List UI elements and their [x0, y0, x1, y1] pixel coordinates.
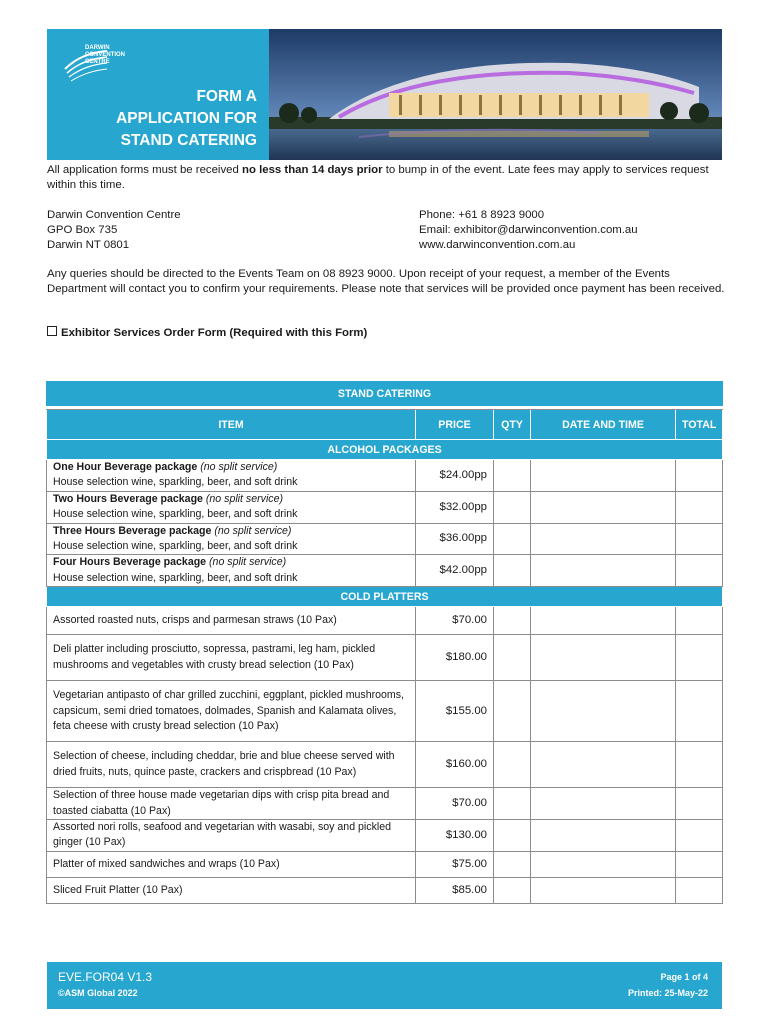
price-cell: $155.00	[416, 681, 494, 742]
date-time-cell[interactable]	[531, 742, 676, 788]
total-cell[interactable]	[676, 788, 723, 820]
total-cell[interactable]	[676, 820, 723, 852]
price-cell: $36.00pp	[416, 523, 494, 555]
total-cell[interactable]	[676, 491, 723, 523]
contact-details: Phone: +61 8 8923 9000 Email: exhibitor@darwinconvention.com.au www.darwinconvention.com.au	[419, 209, 638, 251]
total-cell[interactable]	[676, 851, 723, 877]
date-time-cell[interactable]	[531, 523, 676, 555]
brand-panel	[47, 29, 269, 160]
date-time-cell[interactable]	[531, 555, 676, 587]
page-number: Page 1 of 4	[660, 972, 708, 982]
footer-bar	[47, 962, 722, 1009]
column-header-row	[47, 410, 723, 440]
qty-cell[interactable]	[494, 681, 531, 742]
total-cell[interactable]	[676, 523, 723, 555]
table-row	[47, 851, 723, 877]
col-qty: QTY	[494, 410, 531, 440]
item-cell: Two Hours Beverage package (no split service) House selection wine, sparkling, beer, and soft drink	[47, 491, 416, 523]
printed-date: Printed: 25-May-22	[627, 988, 708, 998]
col-price: PRICE	[416, 410, 494, 440]
qty-cell[interactable]	[494, 851, 531, 877]
date-time-cell[interactable]	[531, 877, 676, 903]
date-time-cell[interactable]	[531, 460, 676, 492]
section-row-cold-platters	[47, 587, 723, 607]
checkbox[interactable]	[47, 326, 57, 336]
table-row	[47, 681, 723, 742]
intro-paragraph: All application forms must be received no less than 14 days prior to bump in of the event. Late fees may apply to services request within this time.	[47, 164, 709, 191]
total-cell[interactable]	[676, 877, 723, 903]
qty-cell[interactable]	[494, 820, 531, 852]
table-row	[47, 742, 723, 788]
price-cell: $70.00	[416, 607, 494, 635]
total-cell[interactable]	[676, 635, 723, 681]
section-heading: ALCOHOL PACKAGES	[47, 440, 723, 460]
header-banner	[47, 29, 722, 160]
item-cell: Four Hours Beverage package (no split service) House selection wine, sparkling, beer, and soft drink	[47, 555, 416, 587]
price-cell: $160.00	[416, 742, 494, 788]
table-row	[47, 491, 723, 523]
item-cell: Assorted nori rolls, seafood and vegetarian with wasabi, soy and pickled ginger (10 Pax)	[47, 820, 416, 852]
exhibitor-order-form-checkbox-line[interactable]	[47, 326, 367, 339]
total-cell[interactable]	[676, 742, 723, 788]
price-cell: $32.00pp	[416, 491, 494, 523]
price-cell: $75.00	[416, 851, 494, 877]
table-row	[47, 523, 723, 555]
total-cell[interactable]	[676, 460, 723, 492]
item-cell: Sliced Fruit Platter (10 Pax)	[47, 877, 416, 903]
table-title-row	[47, 382, 723, 406]
col-total: TOTAL	[676, 410, 723, 440]
total-cell[interactable]	[676, 681, 723, 742]
qty-cell[interactable]	[494, 491, 531, 523]
price-cell: $24.00pp	[416, 460, 494, 492]
item-cell: Deli platter including prosciutto, sopressa, pastrami, leg ham, pickled mushrooms and vegetables with crusty bread selection (10 Pax)	[47, 635, 416, 681]
qty-cell[interactable]	[494, 635, 531, 681]
qty-cell[interactable]	[494, 607, 531, 635]
queries-paragraph: Any queries should be directed to the Events Team on 08 8923 9000. Upon receipt of your request, a member of the Events Department will contact you to confirm your requirements. Please note that services will be provided once payment has been received.	[47, 268, 725, 295]
qty-cell[interactable]	[494, 877, 531, 903]
total-cell[interactable]	[676, 607, 723, 635]
table-row	[47, 460, 723, 492]
qty-cell[interactable]	[494, 788, 531, 820]
qty-cell[interactable]	[494, 555, 531, 587]
table-row	[47, 555, 723, 587]
qty-cell[interactable]	[494, 523, 531, 555]
price-cell: $70.00	[416, 788, 494, 820]
item-cell: Selection of cheese, including cheddar, brie and blue cheese served with dried fruits, nuts, quince paste, crackers and crispbread (10 Pax)	[47, 742, 416, 788]
section-row-alcohol	[47, 440, 723, 460]
table-row	[47, 788, 723, 820]
item-cell: Three Hours Beverage package (no split service) House selection wine, sparkling, beer, and soft drink	[47, 523, 416, 555]
item-cell: One Hour Beverage package (no split service) House selection wine, sparkling, beer, and soft drink	[47, 460, 416, 492]
stand-catering-table	[46, 381, 723, 904]
total-cell[interactable]	[676, 555, 723, 587]
table-row	[47, 635, 723, 681]
item-cell: Selection of three house made vegetarian dips with crisp pita bread and toasted ciabatta (10 Pax)	[47, 788, 416, 820]
col-item: ITEM	[47, 410, 416, 440]
date-time-cell[interactable]	[531, 681, 676, 742]
item-cell: Assorted roasted nuts, crisps and parmesan straws (10 Pax)	[47, 607, 416, 635]
qty-cell[interactable]	[494, 742, 531, 788]
convention-centre-photo	[269, 29, 722, 160]
date-time-cell[interactable]	[531, 635, 676, 681]
price-cell: $42.00pp	[416, 555, 494, 587]
table-row	[47, 820, 723, 852]
price-cell: $130.00	[416, 820, 494, 852]
section-heading: COLD PLATTERS	[47, 587, 723, 607]
copyright: ©ASM Global 2022	[58, 988, 138, 998]
item-cell: Platter of mixed sandwiches and wraps (10 Pax)	[47, 851, 416, 877]
price-cell: $85.00	[416, 877, 494, 903]
date-time-cell[interactable]	[531, 788, 676, 820]
table-row	[47, 877, 723, 903]
col-date-time: DATE AND TIME	[531, 410, 676, 440]
form-title: FORM A APPLICATION FOR STAND CATERING	[116, 88, 257, 149]
table-row	[47, 607, 723, 635]
logo-text: DARWIN CONVENTION CENTRE	[85, 45, 126, 65]
table-title: STAND CATERING	[47, 382, 723, 406]
date-time-cell[interactable]	[531, 491, 676, 523]
convention-centre-illustration	[269, 29, 722, 160]
date-time-cell[interactable]	[531, 820, 676, 852]
qty-cell[interactable]	[494, 460, 531, 492]
form-code: EVE.FOR04 V1.3	[58, 970, 153, 984]
checkbox-label: Exhibitor Services Order Form (Required with this Form)	[61, 327, 368, 339]
date-time-cell[interactable]	[531, 851, 676, 877]
date-time-cell[interactable]	[531, 607, 676, 635]
item-cell: Vegetarian antipasto of char grilled zucchini, eggplant, pickled mushrooms, capsicum, semi dried tomatoes, dolmades, Spanish and Kalamata olives, feta cheese with crusty bread selection (10 Pax)	[47, 681, 416, 742]
price-cell: $180.00	[416, 635, 494, 681]
postal-address: Darwin Convention Centre GPO Box 735 Darwin NT 0801	[47, 209, 181, 251]
